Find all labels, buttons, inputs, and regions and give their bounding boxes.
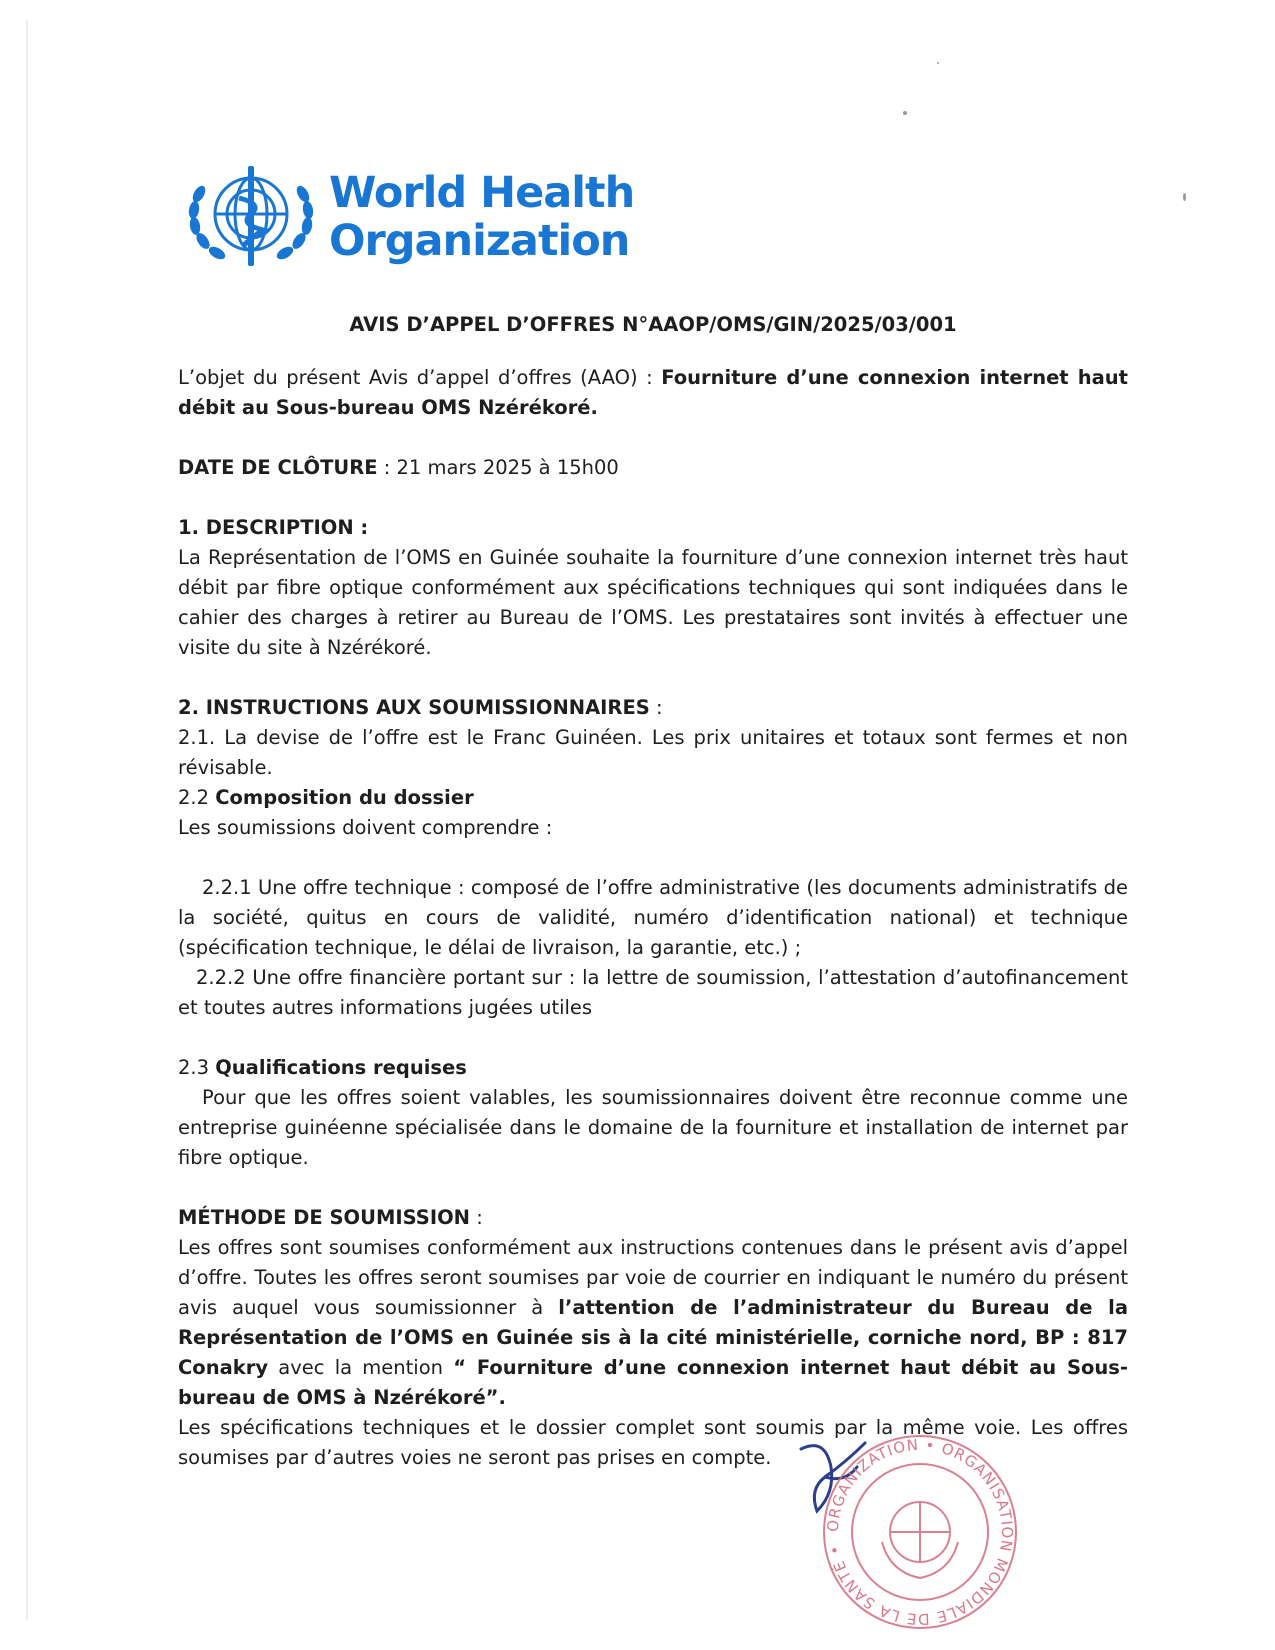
method-text-a: Les offres sont soumises conformément aux instructions contenues dans le présent avis d’appel d’offre. Toutes les offres seront soumises par voie de courrier en indiquant le numéro du présent avis auquel vous soumissionner à [178, 1236, 1128, 1319]
scan-speck [937, 62, 939, 64]
closing-date [178, 453, 1128, 483]
composition-heading [178, 783, 1128, 813]
who-emblem-icon [177, 158, 325, 276]
closing-date-label: DATE DE CLÔTURE [178, 456, 378, 479]
method-text-b: avec la mention [268, 1356, 454, 1379]
method-final: Les spécifications techniques et le dossier complet sont soumis par la même voie. Les offres soumises par d’autres voies ne seront pas prises en compte. [178, 1416, 1128, 1469]
closing-date-value: : 21 mars 2025 à 15h00 [377, 456, 619, 479]
currency-clause: 2.1. La devise de l’offre est le Franc Guinéen. Les prix unitaires et totaux sont fermes et non révisable. [178, 726, 1128, 779]
scan-speck [1183, 193, 1186, 201]
instructions-heading-suffix: : [649, 696, 663, 719]
item-technical-offer: 2.2.1 Une offre technique : composé de l’offre administrative (les documents administratifs de la société, quitus en cours de validité, numéro d’identification national) et technique (spécification technique, le délai de livraison, la garantie, etc.) ; [178, 876, 1128, 959]
item-financial-offer: 2.2.2 Une offre financière portant sur : la lettre de soumission, l’attestation d’autofinancement et toutes autres informations jugées utiles [178, 966, 1128, 1019]
object-intro: L’objet du présent Avis d’appel d’offres (AAO) : [178, 366, 662, 389]
description-heading [178, 513, 1128, 543]
qualifications-title: Qualifications requises [215, 1056, 467, 1079]
who-logo [177, 158, 634, 276]
composition-number: 2.2 [178, 786, 216, 809]
description-text: La Représentation de l’OMS en Guinée souhaite la fourniture d’une connexion internet très haut débit par fibre optique conformément aux spécifications techniques qui sont indiquées dans le cahier des charges à retirer au Bureau de l’OMS. Les prestataires sont invités à effectuer une visite du site à Nzérékoré. [178, 546, 1128, 659]
method-heading [178, 1203, 1128, 1233]
description-heading-text: 1. DESCRIPTION : [178, 516, 369, 539]
stamp-text: ORGANIZATION • ORGANISATION MONDIALE DE LA SANTÉ • [823, 1435, 1017, 1629]
who-wordmark [329, 169, 634, 265]
official-stamp [810, 1432, 1030, 1632]
method-mention: “ Fourniture d’une connexion internet haut débit au Sous-bureau de OMS à Nzérékoré”. [178, 1356, 1129, 1409]
instructions-heading-text: 2. INSTRUCTIONS AUX SOUMISSIONNAIRES [178, 696, 650, 719]
qualifications-heading [178, 1053, 1128, 1083]
composition-intro: Les soumissions doivent comprendre : [178, 816, 553, 839]
qualifications-number: 2.3 [178, 1056, 216, 1079]
composition-title: Composition du dossier [215, 786, 474, 809]
scan-speck [903, 111, 907, 115]
scan-edge [26, 20, 28, 1620]
method-heading-suffix: : [470, 1206, 483, 1229]
qualifications-text: Pour que les offres soient valables, les soumissionnaires doivent être reconnue comme une entreprise guinéenne spécialisée dans le domaine de la fourniture et installation de internet par fibre optique. [178, 1086, 1128, 1169]
method-address: l’attention de l’administrateur du Bureau de la Représentation de l’OMS en Guinée sis à la cité ministérielle, corniche nord, BP : 817 Conakry [178, 1296, 1129, 1379]
object-subject: Fourniture d’une connexion internet haut débit au Sous-bureau OMS Nzérékoré. [178, 366, 1128, 419]
notice-body [178, 310, 1128, 1473]
notice-title: AVIS D’APPEL D’OFFRES N°AAOP/OMS/GIN/2025/03/001 [349, 313, 957, 336]
method-heading-text: MÉTHODE DE SOUMISSION [178, 1206, 470, 1229]
who-wordmark-line2: Organization [329, 216, 630, 266]
who-wordmark-line1: World Health [329, 168, 635, 218]
instructions-heading [178, 693, 1128, 723]
method-text [178, 1233, 1128, 1413]
object-paragraph [178, 363, 1128, 423]
